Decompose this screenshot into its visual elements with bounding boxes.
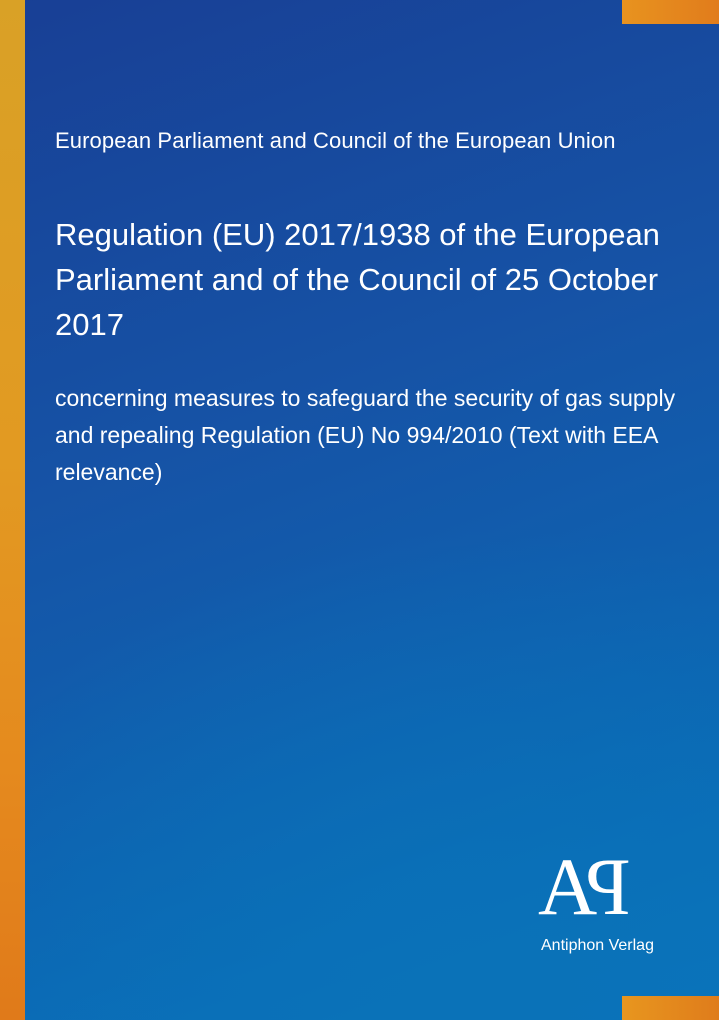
logo-letter-p: P bbox=[591, 841, 631, 932]
top-accent-tab bbox=[622, 0, 719, 24]
book-title: Regulation (EU) 2017/1938 of the European Parliament and of the Council of 25 October 2017 bbox=[55, 217, 660, 342]
publisher-name: Antiphon Verlag bbox=[541, 937, 654, 954]
book-subtitle: concerning measures to safeguard the security of gas supply and repealing Regulation (EU) No 994/2010 (Text with EEA relevance) bbox=[55, 385, 676, 485]
publisher-logo bbox=[538, 841, 688, 932]
bottom-accent-tab bbox=[622, 996, 719, 1020]
publisher-logo-mark bbox=[538, 841, 668, 932]
left-accent-bar bbox=[0, 0, 25, 1020]
logo-letter-a: A bbox=[538, 841, 592, 932]
author-name: European Parliament and Council of the European Union bbox=[55, 128, 616, 153]
